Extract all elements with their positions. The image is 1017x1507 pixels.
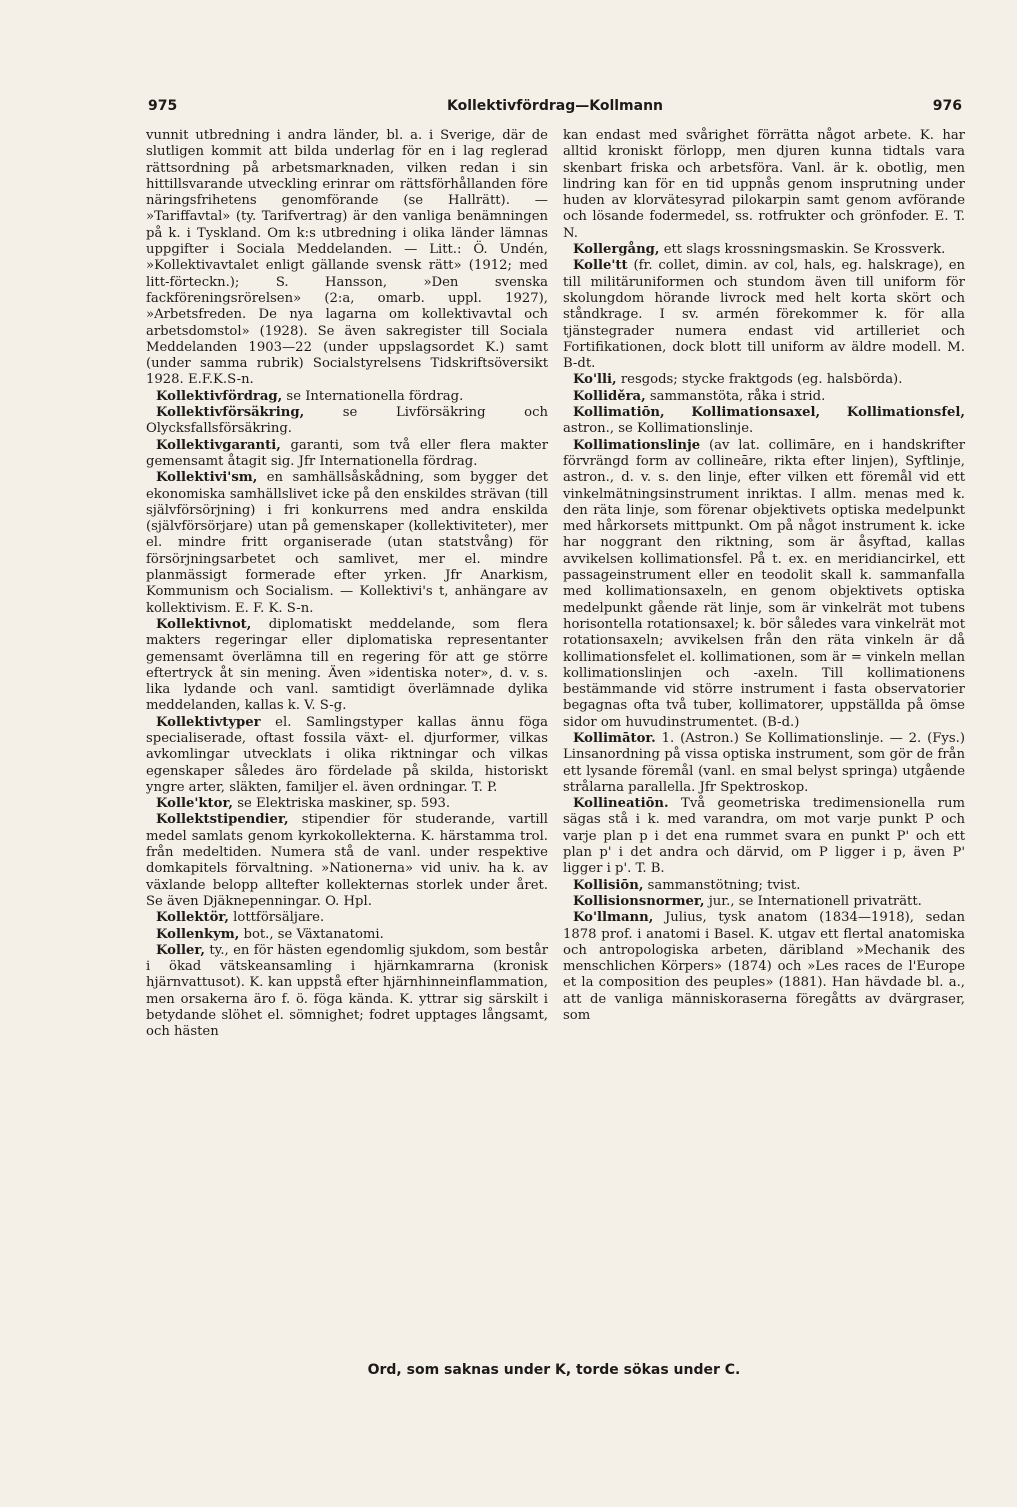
entry-headword: Ko'llmann, <box>573 910 654 926</box>
entry-text: 1. (Astron.) Se Kollimationslinje. — 2. (Fys.) Linsanordning på vissa optiska instrument, som gör de från ett lysande föremål (vanl. en smal belyst springa) utgående strålarna parallella. Jfr Spektroskop. <box>563 730 965 795</box>
entry-text: ett slags krossningsmaskin. Se Krossverk. <box>659 242 946 258</box>
entry-text: se Elektriska maskiner, sp. 593. <box>233 796 451 812</box>
entry-text: (fr. collet, dimin. av col, hals, eg. halskrage), en till militäruniformen och stundom även till uniform för skolungdom hörande livrock med helt korta skört och ståndkrage. I sv. armén förekommer k. för alla tjänstegrader numera endast vid artilleriet och Fortifikationen, dock blott till uniform av äldre modell. M. B-dt. <box>563 258 965 372</box>
entry <box>146 617 548 715</box>
entry-text: stipendier för studerande, vartill medel samlats genom kyrkokollekterna. K. härstamma trol. från medeltiden. Numera stå de vanl. under respektive domkapitels förvaltning. »Nationerna» vid univ. ha k. av växlande belopp alltefter kollekternas storlek under året. Se även Djäknepenningar. O. Hpl. <box>146 812 548 909</box>
continued-text: vunnit utbredning i andra länder, bl. a. i Sverige, där de slutligen kommit att bilda underlag för en i lag reglerad rättsordning på arbetsmarknaden, vilken redan i sin hittillsvarande utveckling erinrar om rättsförhållanden före näringsfrihetens genomförande (se Hallrätt). — »Tariffavtal» (ty. Tarifvertrag) är den vanliga benämningen på k. i Tyskland. Om k:s utbredning i olika länder lämnas uppgifter i Sociala Meddelanden. — Litt.: Ö. Undén, »Kollektivavtalet enligt gällande svensk rätt» (1912; med litt-förteckn.); S. Hansson, »Den svenska fackföreningsrörelsen» (2:a, omarb. uppl. 1927), »Arbetsfreden. De nya lagarna om kollektivavtal och arbetsdomstol» (1928). Se även sakregister till Sociala Meddelanden 1903—22 (under uppslagsordet K.) samt (under samma rubrik) Socialstyrelsens Tidskriftsöversikt 1928. E.F.K.S-n. <box>146 128 548 388</box>
entry <box>146 470 548 617</box>
entry-text: astron., se Kollimationslinje. <box>563 421 754 437</box>
entry-text: en samhällsåskådning, som bygger det ekonomiska samhällslivet icke på den enskildes strävan (till självförsörjning) i fri konkurrens med andra enskilda (självförsörjare) utan på gemenskaper (kollektiviteter), mer el. mindre fritt organiserade (utan statstvång) för försörjningsarbetet och samlivet, mer el. mindre planmässigt formerade efter yrken. Jfr Anarkism, Kommunism och Socialism. — Kollektivi's t, anhängare av kollektivism. E. F. K. S-n. <box>146 470 548 616</box>
entry <box>563 242 965 258</box>
entry-headword: Kollimatiōn, Kollimationsaxel, Kollimationsfel, <box>573 405 965 421</box>
entry <box>563 796 965 877</box>
entry-headword: Kollektivgaranti, <box>156 437 281 453</box>
entry-text: resgods; stycke fraktgods (eg. halsbörda). <box>616 372 903 388</box>
entry <box>563 438 965 731</box>
entry <box>563 731 965 796</box>
entry <box>146 943 548 1041</box>
entry-headword: Kollisionsnormer, <box>573 893 705 909</box>
entry-headword: Kollektivtyper <box>156 714 261 730</box>
entry <box>146 812 548 910</box>
entry-headword: Kollektivi'sm, <box>156 470 258 486</box>
page-header <box>148 98 962 120</box>
entry <box>146 389 548 405</box>
entry-headword: Kollektivfördrag, <box>156 388 283 404</box>
right-column <box>563 128 965 1024</box>
entry-text: diplomatiskt meddelande, som flera makters regeringar eller diplomatiska representanter gemensamt överlämna till en regering för att ge större eftertryck åt sin mening. Även »identiska noter», d. v. s. lika lydande och vanl. samtidigt överlämnade dylika meddelanden, kallas k. V. S-g. <box>146 616 548 714</box>
entry-headword: Ko'lli, <box>573 372 617 388</box>
entry-text: Två geometriska tredimensionella rum sägas stå i k. med varandra, om mot varje punkt P och varje plan p i det ena rummet svara en punkt P' och ett plan p' i det andra och därvid, om P ligger i p, även P' ligger i p'. T. B. <box>563 796 965 877</box>
entry <box>563 389 965 405</box>
entry-text: bot., se Växtanatomi. <box>239 926 384 942</box>
page-number-right: 976 <box>932 98 962 114</box>
running-title: Kollektivfördrag—Kollmann <box>446 98 664 114</box>
entry <box>563 405 965 438</box>
entry <box>563 372 965 388</box>
entry-text: sammanstötning; tvist. <box>643 877 801 893</box>
entry-headword: Kollimationslinje <box>573 437 701 453</box>
page-number-left: 975 <box>148 98 178 114</box>
entry-headword: Kollektivnot, <box>156 616 252 632</box>
entry-headword: Kolle'tt <box>573 258 628 274</box>
entry-text: garanti, som två eller flera makter gemensamt åtagit sig. Jfr Internationella fördrag. <box>146 437 548 469</box>
entry-headword: Kollimātor. <box>573 730 656 746</box>
entry <box>146 405 548 438</box>
entry-headword: Kollineatiōn. <box>573 796 669 812</box>
entry-text: el. Samlingstyper kallas ännu föga specialiserade, oftast fossila växt- el. djurformer, vilkas avkomlingar utvecklats i olika riktningar och vilkas egenskaper således äro fördelade på skilda, historiskt yngre arter, släkten, familjer el. även ordningar. T. P. <box>146 714 548 795</box>
entry-headword: Kolle'ktor, <box>156 796 234 812</box>
entry <box>563 258 965 372</box>
entry-text: se Livförsäkring och Olycksfallsförsäkring. <box>146 405 548 437</box>
entry-text: Julius, tysk anatom (1834—1918), sedan 1878 prof. i anatomi i Basel. K. utgav ett flertal anatomiska och antropologiska arbeten, däribland »Mechanik des menschlichen Körpers» (1874) och »Les races de l'Europe et la composition des peuples» (1881). Han hävdade bl. a., att de vanliga människoraserna föregåtts av dvärgraser, som <box>563 910 965 1024</box>
entry <box>146 910 548 926</box>
left-column <box>146 128 548 1041</box>
entry-headword: Kollektör, <box>156 910 229 926</box>
entry-text: jur., se Internationell privaträtt. <box>704 893 922 909</box>
entry <box>146 438 548 471</box>
entry-headword: Koller, <box>156 942 205 958</box>
entry-headword: Kollisiōn, <box>573 877 644 893</box>
page-footer-note: Ord, som saknas under K, torde sökas under C. <box>367 1362 741 1378</box>
entry-text: lottförsäljare. <box>228 910 325 926</box>
entry-text: sammanstöta, råka i strid. <box>645 388 826 404</box>
continued-text: kan endast med svårighet förrätta något arbete. K. har alltid kroniskt förlopp, men djuren kunna tidtals vara skenbart friska och arbetsföra. Vanl. är k. obotlig, men lindring kan för en tid uppnås genom insprutning under huden av klorvätesyrad pilokarpin samt genom avförande och lösande fodermedel, ss. rotfrukter och grönfoder. E. T. N. <box>563 128 965 241</box>
entry <box>146 927 548 943</box>
entry <box>146 715 548 796</box>
entry-headword: Kollektstipendier, <box>156 812 289 828</box>
entry-text: se Internationella fördrag. <box>282 388 464 404</box>
entry <box>563 910 965 1024</box>
entry-headword: Kollenkym, <box>156 926 240 942</box>
entry <box>563 894 965 910</box>
entry-text: ty., en för hästen egendomlig sjukdom, som består i ökad vätskeansamling i hjärnkamrarna (kronisk hjärnvattusot). K. kan uppstå efter hjärnhinneinflammation, men orsakerna äro f. ö. föga kända. K. yttrar sig särskilt i betydande slöhet el. sömnighet; fodret upptages långsamt, och hästen <box>146 942 548 1040</box>
entry <box>146 796 548 812</box>
entry-headword: Kolliděra, <box>573 388 646 404</box>
entry-text: (av lat. collimāre, en i handskrifter förvrängd form av collineāre, rikta efter linjen), Syftlinje, astron., d. v. s. den linje, efter vilken ett föremål vid ett vinkelmätningsinstrument inriktas. I allm. menas med k. den räta linje, som förenar objektivets optiska medelpunkt med hårkorsets mittpunkt. Om på något instrument k. icke har noggrant den riktning, som är åsyftad, kallas avvikelsen kollimationsfel. På t. ex. en meridiancirkel, ett passageinstrument eller en teodolit skall k. sammanfalla med kollimationsaxeln, en genom objektivets optiska medelpunkt gående rät linje, som är vinkelrät mot tubens horisontella rotationsaxel; k. bör således vara vinkelrät mot rotationsaxeln; avvikelsen från den räta vinkeln är då kollimationsfelet el. kollimationen, som är = vinkeln mellan kollimationslinjen och -axeln. Till kollimationens bestämmande vid större instrument i fasta observatorier begagnas ofta två tuber, kollimatorer, uppställda på ömse sidor om huvudinstrumentet. (B-d.) <box>563 437 965 730</box>
entry-headword: Kollergång, <box>573 242 660 258</box>
entry <box>563 878 965 894</box>
entry-headword: Kollektivförsäkring, <box>156 405 305 421</box>
